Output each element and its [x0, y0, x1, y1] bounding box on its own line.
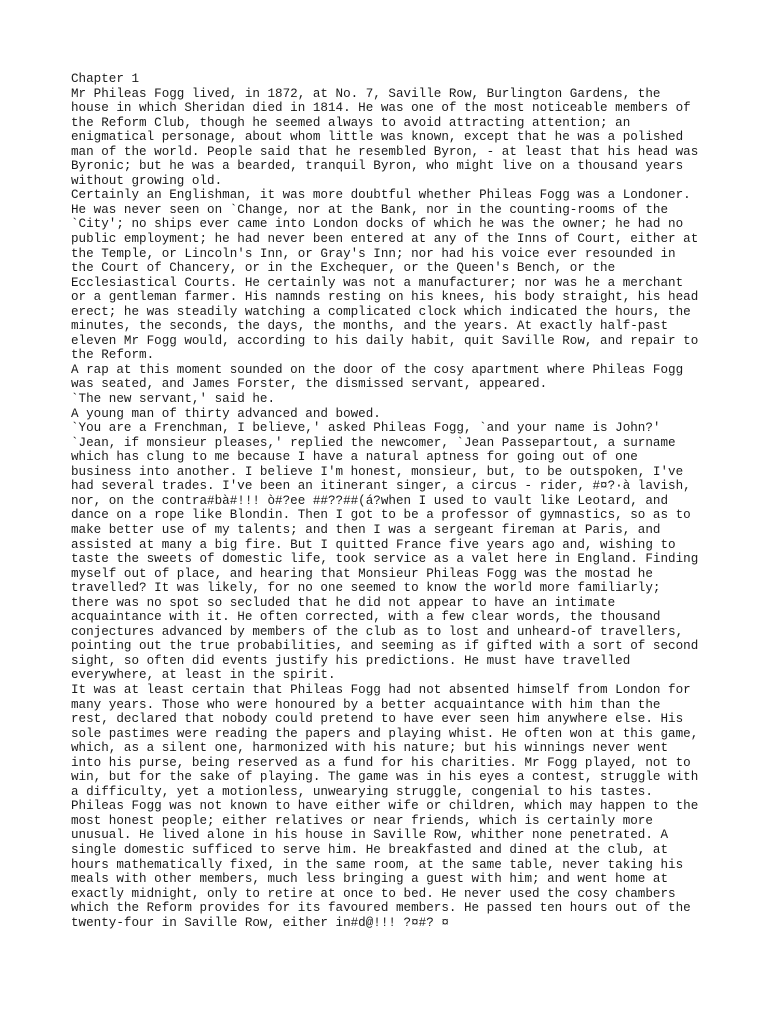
text-line: sight, so often did events justify his predictions. He must have travelled [71, 653, 631, 668]
text-line: had several trades. I've been an itinerant singer, a circus - rider, #¤?·à lavish, [71, 479, 691, 494]
text-line: the Court of Chancery, or in the Exchequer, or the Queen's Bench, or the [71, 261, 616, 276]
text-line: the Reform Club, though he seemed always to avoid attracting attention; an [71, 115, 631, 130]
text-line: `City'; no ships ever came into London docks of which he was the owner; he had no [71, 217, 684, 232]
text-line: public employment; he had never been entered at any of the Inns of Court, either at [71, 232, 699, 247]
text-line: erect; he was steadily watching a complicated clock which indicated the hours, the [71, 304, 691, 319]
text-line: make better use of my talents; and then I was a sergeant fireman at Paris, and [71, 522, 661, 537]
text-line: conjectures advanced by members of the club as to lost and unheard-of travellers, [71, 624, 684, 639]
text-line: A young man of thirty advanced and bowed. [71, 406, 381, 421]
text-line: house in which Sheridan died in 1814. He was one of the most noticeable members of [71, 101, 691, 116]
text-line: business into another. I believe I'm honest, monsieur, but, to be outspoken, I've [71, 464, 684, 479]
text-line: He was never seen on `Change, nor at the Bank, nor in the counting-rooms of the [71, 202, 669, 217]
text-line: Byronic; but he was a bearded, tranquil Byron, who might live on a thousand years [71, 159, 684, 174]
text-line: or a gentleman farmer. His namnds resting on his knees, his body straight, his head [71, 290, 699, 305]
text-line: which, as a silent one, harmonized with his nature; but his winnings never went [71, 741, 669, 756]
text-line: into his purse, being reserved as a fund for his charities. Mr Fogg played, not to [71, 755, 691, 770]
text-line: Mr Phileas Fogg lived, in 1872, at No. 7, Saville Row, Burlington Gardens, the [71, 86, 661, 101]
text-line: unusual. He lived alone in his house in Saville Row, whither none penetrated. A [71, 828, 669, 843]
text-line: `The new servant,' said he. [71, 392, 276, 407]
text-line: was seated, and James Forster, the dismissed servant, appeared. [71, 377, 548, 392]
text-line: `Jean, if monsieur pleases,' replied the newcomer, `Jean Passepartout, a surname [71, 435, 676, 450]
text-line: taste the sweets of domestic life, took service as a valet here in England. Finding [71, 552, 699, 567]
text-line: enigmatical personage, about whom little was known, except that he was a polished [71, 130, 684, 145]
text-line: the Reform. [71, 348, 155, 363]
text-line: A rap at this moment sounded on the door of the cosy apartment where Phileas Fogg [71, 362, 684, 377]
text-line: travelled? It was likely, for no one seemed to know the world more familiarly; [71, 581, 661, 596]
text-line: Certainly an Englishman, it was more doubtful whether Phileas Fogg was a Londoner. [71, 188, 691, 203]
text-line: sole pastimes were reading the papers and playing whist. He often won at this game, [71, 726, 699, 741]
text-line: acquaintance with it. He often corrected, with a few clear words, the thousand [71, 610, 661, 625]
document-page [71, 72, 711, 930]
text-line: a difficulty, yet a motionless, unwearying struggle, congenial to his tastes. [71, 784, 653, 799]
text-line: exactly midnight, only to retire at once to bed. He never used the cosy chambers [71, 886, 676, 901]
text-line: minutes, the seconds, the days, the months, and the years. At exactly half-past [71, 319, 669, 334]
text-line: Phileas Fogg was not known to have either wife or children, which may happen to the [71, 799, 699, 814]
text-line: win, but for the sake of playing. The game was in his eyes a contest, struggle with [71, 770, 699, 785]
text-line: eleven Mr Fogg would, according to his daily habit, quit Saville Row, and repair to [71, 333, 699, 348]
text-line: rest, declared that nobody could pretend to have ever seen him anywhere else. His [71, 712, 684, 727]
text-line: It was at least certain that Phileas Fogg had not absented himself from London for [71, 682, 691, 697]
text-line: assisted at many a big fire. But I quitted France five years ago and, wishing to [71, 537, 676, 552]
text-line: dance on a rope like Blondin. Then I got to be a professor of gymnastics, so as to [71, 508, 691, 523]
text-line: single domestic sufficed to serve him. He breakfasted and dined at the club, at [71, 842, 669, 857]
text-line: `You are a Frenchman, I believe,' asked Phileas Fogg, `and your name is John?' [71, 421, 661, 436]
text-line: most honest people; either relatives or near friends, which is certainly more [71, 813, 653, 828]
text-line: which the Reform provides for its favoured members. He passed ten hours out of the [71, 901, 691, 916]
text-line: Ecclesiastical Courts. He certainly was not a manufacturer; nor was he a merchant [71, 275, 684, 290]
text-line: nor, on the contra#bà#!!! ò#?ee ##??##(á?when I used to vault like Leotard, and [71, 493, 669, 508]
text-line: meals with other members, much less bringing a guest with him; and went home at [71, 872, 669, 887]
text-line: hours mathematically fixed, in the same room, at the same table, never taking his [71, 857, 684, 872]
text-line: man of the world. People said that he resembled Byron, - at least that his head was [71, 144, 699, 159]
text-line: pointing out the true probabilities, and seeming as if gifted with a sort of second [71, 639, 699, 654]
text-line: which has clung to me because I have a natural aptness for going out of one [71, 450, 638, 465]
text-line: everywhere, at least in the spirit. [71, 668, 336, 683]
text-line: there was no spot so secluded that he did not appear to have an intimate [71, 595, 616, 610]
text-line: without growing old. [71, 173, 223, 188]
chapter-heading: Chapter 1 [71, 72, 140, 86]
text-line: the Temple, or Lincoln's Inn, or Gray's Inn; nor had his voice ever resounded in [71, 246, 676, 261]
text-line: many years. Those who were honoured by a better acquaintance with him than the [71, 697, 661, 712]
text-line: twenty-four in Saville Row, either in#d@!!! ?¤#? ¤ [71, 915, 449, 930]
text-line: myself out of place, and hearing that Monsieur Phileas Fogg was the mostad he [71, 566, 653, 581]
